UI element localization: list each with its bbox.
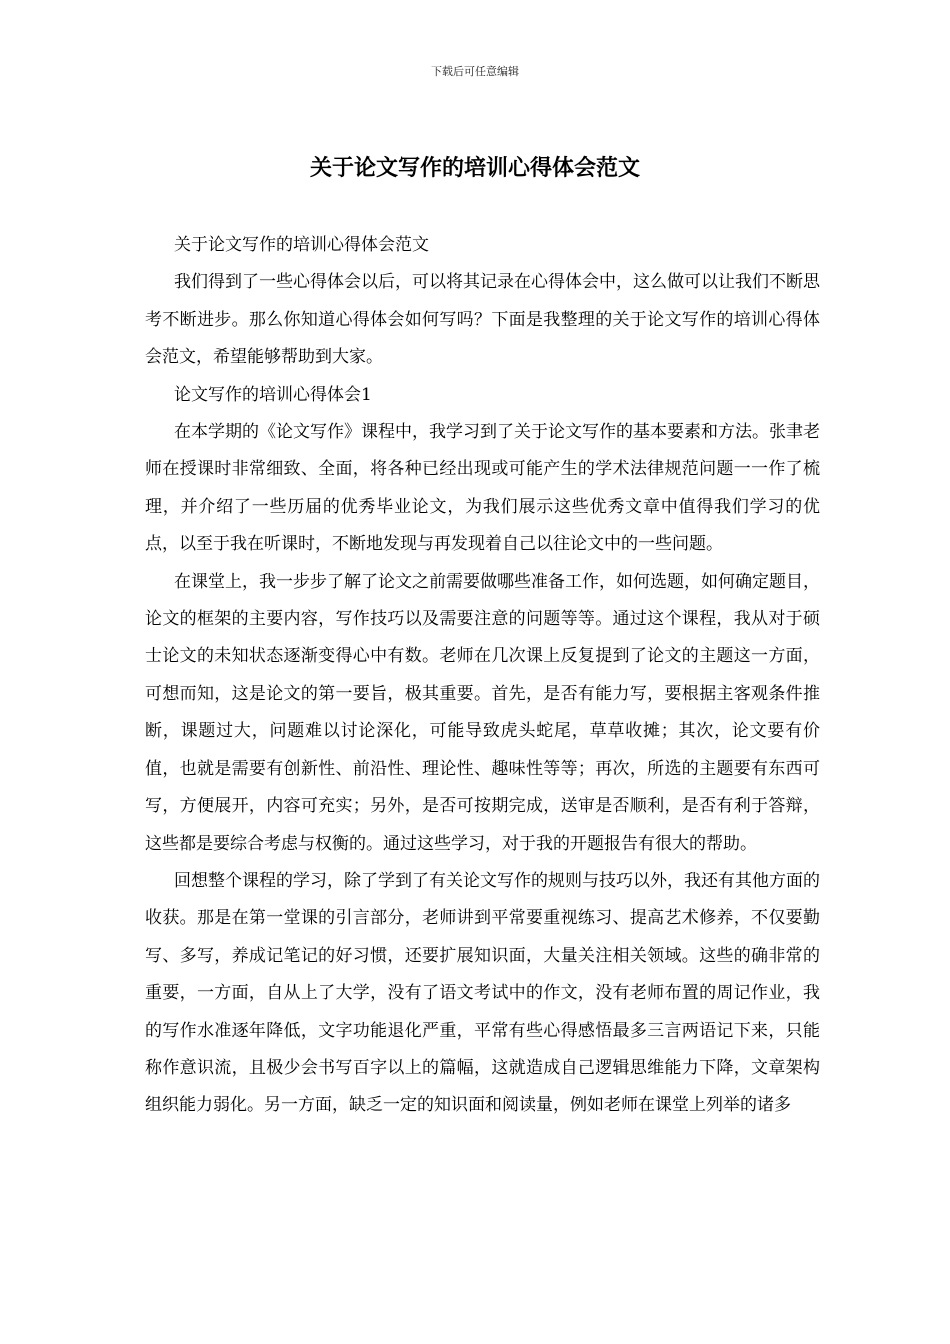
section-heading: 论文写作的培训心得体会1 xyxy=(174,384,372,405)
header-note: 下载后可任意编辑 xyxy=(431,65,519,78)
document-body xyxy=(145,227,820,1125)
paragraph-intro: 我们得到了一些心得体会以后，可以将其记录在心得体会中，这么做可以让我们不断思考不断进步。那么你知道心得体会如何写吗？下面是我整理的关于论文写作的培训心得体会范文，希望能够帮助到大家。 xyxy=(145,272,820,368)
paragraph-body: 在本学期的《论文写作》课程中，我学习到了关于论文写作的基本要素和方法。张聿老师在授课时非常细致、全面，将各种已经出现或可能产生的学术法律规范问题一一作了梳理，并介绍了一些历届的优秀毕业论文，为我们展示这些优秀文章中值得我们学习的优点，以至于我在听课时，不断地发现与再发现着自己以往论文中的一些问题。 xyxy=(145,422,820,555)
document-title: 关于论文写作的培训心得体会范文 xyxy=(309,155,640,181)
paragraph-body: 回想整个课程的学习，除了学到了有关论文写作的规则与技巧以外，我还有其他方面的收获。那是在第一堂课的引言部分，老师讲到平常要重视练习、提高艺术修养，不仅要勤写、多写，养成记笔记的好习惯，还要扩展知识面，大量关注相关领域。这些的确非常的重要，一方面，自从上了大学，没有了语文考试中的作文，没有老师布置的周记作业，我的写作水准逐年降低，文字功能退化严重，平常有些心得感悟最多三言两语记下来，只能称作意识流，且极少会书写百字以上的篇幅，这就造成自己逻辑思维能力下降，文章架构组织能力弱化。另一方面，缺乏一定的知识面和阅读量，例如老师在课堂上列举的诸多 xyxy=(145,870,820,1116)
paragraph-subtitle: 关于论文写作的培训心得体会范文 xyxy=(174,235,429,255)
paragraph-body: 在课堂上，我一步步了解了论文之前需要做哪些准备工作，如何选题，如何确定题目，论文的框架的主要内容，写作技巧以及需要注意的问题等等。通过这个课程，我从对于硕士论文的未知状态逐渐变得心中有数。老师在几次课上反复提到了论文的主题这一方面，可想而知，这是论文的第一要旨，极其重要。首先，是否有能力写，要根据主客观条件推断，课题过大，问题难以讨论深化，可能导致虎头蛇尾，草草收摊；其次，论文要有价值，也就是需要有创新性、前沿性、理论性、趣味性等等；再次，所选的主题要有东西可写，方便展开，内容可充实；另外，是否可按期完成，送审是否顺利，是否有利于答辩，这些都是要综合考虑与权衡的。通过这些学习，对于我的开题报告有很大的帮助。 xyxy=(145,571,820,854)
